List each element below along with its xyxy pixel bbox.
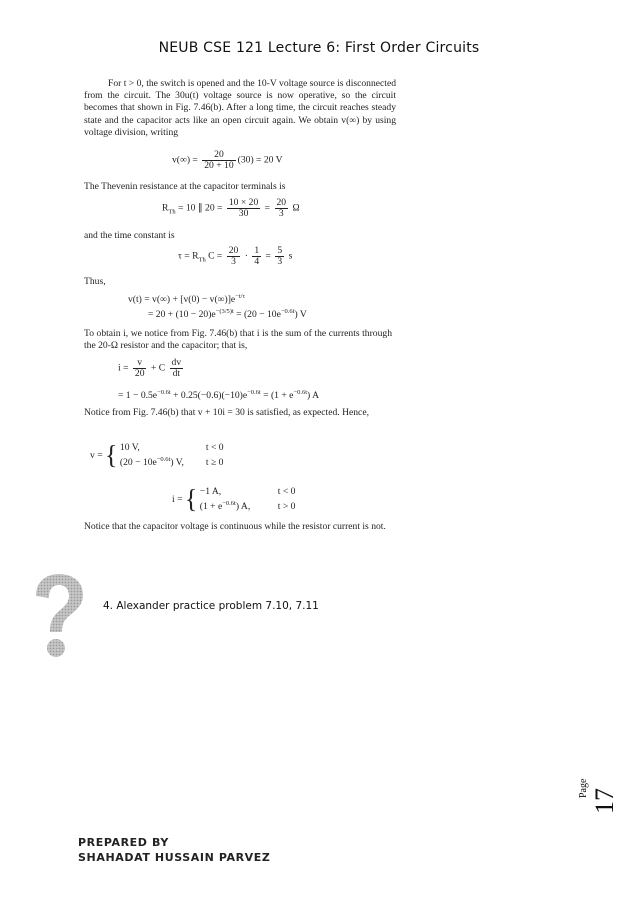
prepared-by-label: PREPARED BY bbox=[78, 836, 169, 849]
question-mark-icon bbox=[28, 572, 88, 664]
denominator: 3 bbox=[277, 256, 283, 267]
eq-text: v(t) = v(∞) + [v(0) − v(∞)]e bbox=[128, 294, 236, 306]
subscript: Th bbox=[168, 208, 176, 216]
piecewise-cases bbox=[120, 442, 224, 469]
superscript: −0.6t bbox=[156, 456, 171, 463]
numerator: v bbox=[137, 357, 143, 368]
case-condition: t < 0 bbox=[277, 486, 296, 497]
eq-text: (20 − 10e bbox=[119, 457, 157, 469]
superscript: −0.6t bbox=[157, 389, 171, 396]
eq-text: R bbox=[162, 202, 169, 214]
superscript: −0.6t bbox=[222, 500, 236, 507]
equation-thevenin-resistance bbox=[162, 198, 300, 219]
paragraph-3: and the time constant is bbox=[84, 230, 175, 241]
denominator: 4 bbox=[254, 256, 260, 267]
eq-text: ) A bbox=[307, 390, 320, 402]
eq-text: (30) = 20 V bbox=[237, 154, 283, 166]
paragraph-6: Notice from Fig. 7.46(b) that v + 10i = 30 is satisfied, as expected. Hence, bbox=[84, 407, 369, 418]
eq-text: C = bbox=[208, 250, 223, 262]
paragraph-5: To obtain i, we notice from Fig. 7.46(b) that i is the sum of the currents through the 20-Ω resistor and the capacitor; that is, bbox=[84, 328, 392, 352]
case-row bbox=[120, 454, 224, 469]
numerator: 20 bbox=[228, 245, 239, 256]
eq-text: = bbox=[264, 202, 271, 214]
paragraph-1: For t > 0, the switch is opened and the 10-V voltage source is disconnected from the circuit. The 30u(t) voltage source is now operative, so the circuit becomes that shown in Fig. 7.46(b). After a long time, the circuit reaches steady state and the capacitor acts like an open circuit again. We obtain v(∞) by using voltage division, writing bbox=[84, 78, 396, 138]
eq-text: = (1 + e bbox=[260, 390, 294, 402]
equation-current-piecewise bbox=[172, 486, 295, 513]
denominator: dt bbox=[170, 368, 184, 379]
denominator: 3 bbox=[275, 208, 289, 219]
superscript: −t/τ bbox=[235, 293, 246, 300]
left-brace-icon: { bbox=[184, 484, 198, 514]
eq-text: i = bbox=[118, 362, 129, 374]
eq-text: = 20 + (10 − 20)e bbox=[148, 309, 216, 321]
fraction bbox=[252, 246, 261, 267]
fraction bbox=[275, 198, 289, 219]
paragraph-2: The Thevenin resistance at the capacitor terminals is bbox=[84, 181, 286, 192]
numerator: dv bbox=[171, 357, 182, 368]
case-row bbox=[120, 442, 224, 454]
page-title: NEUB CSE 121 Lecture 6: First Order Circuits bbox=[158, 40, 480, 56]
eq-text: ) V, bbox=[170, 457, 184, 469]
numerator: 20 bbox=[276, 197, 287, 208]
eq-text: ) V bbox=[294, 309, 307, 321]
superscript: −0.6t bbox=[280, 308, 295, 315]
case-row bbox=[200, 486, 296, 498]
eq-text: = (20 − 10e bbox=[233, 309, 281, 321]
case-row bbox=[200, 498, 296, 513]
fraction bbox=[202, 150, 235, 171]
superscript: −(3/5)t bbox=[215, 308, 234, 315]
eq-text: s bbox=[288, 250, 293, 262]
eq-text: ) A, bbox=[235, 501, 251, 513]
eq-text: i = bbox=[172, 494, 183, 506]
eq-text: Ω bbox=[292, 202, 300, 214]
numerator: 20 bbox=[214, 149, 224, 160]
eq-text: v(∞) = bbox=[172, 154, 198, 166]
numerator: 1 bbox=[254, 245, 260, 256]
case-expr bbox=[200, 498, 278, 513]
equation-voltage-piecewise bbox=[90, 442, 224, 469]
eq-text: = 10 ∥ 20 = bbox=[178, 202, 223, 214]
case-expr: 10 V, bbox=[119, 442, 140, 453]
case-condition: t < 0 bbox=[205, 442, 224, 453]
fraction bbox=[275, 246, 284, 267]
equation-voltage-response bbox=[128, 293, 245, 305]
equation-current-sum bbox=[118, 358, 185, 379]
denominator: 20 bbox=[134, 368, 145, 379]
numerator: 5 bbox=[277, 245, 283, 256]
eq-text: = 1 − 0.5e bbox=[118, 390, 158, 402]
equation-current-result bbox=[118, 389, 319, 401]
fraction bbox=[133, 358, 147, 379]
author-name: SHAHADAT HUSSAIN PARVEZ bbox=[78, 851, 271, 864]
left-brace-icon: { bbox=[105, 440, 118, 470]
case-expr bbox=[120, 454, 206, 469]
fraction bbox=[170, 358, 184, 379]
case-condition: t ≥ 0 bbox=[205, 457, 224, 469]
eq-text: (1 + e bbox=[199, 501, 223, 513]
denominator: 30 bbox=[227, 208, 260, 219]
case-expr: −1 A, bbox=[199, 486, 222, 497]
page-number-value: 17 bbox=[590, 788, 619, 814]
eq-text: τ = R bbox=[178, 250, 199, 262]
denominator: 3 bbox=[227, 256, 241, 267]
equation-time-constant bbox=[178, 246, 292, 267]
subscript: Th bbox=[198, 256, 206, 264]
numerator: 10 × 20 bbox=[228, 197, 259, 208]
eq-text: + 0.25(−0.6)(−10)e bbox=[170, 390, 248, 402]
practice-problem: 4. Alexander practice problem 7.10, 7.11 bbox=[103, 600, 319, 612]
eq-text: + C bbox=[150, 362, 166, 374]
piecewise-cases bbox=[200, 486, 296, 513]
page-number bbox=[578, 772, 618, 832]
superscript: −0.6t bbox=[247, 389, 261, 396]
scanned-textbook-excerpt bbox=[84, 78, 396, 139]
eq-text: · bbox=[244, 250, 248, 262]
eq-text: = bbox=[265, 250, 271, 262]
paragraph-7: Notice that the capacitor voltage is continuous while the resistor current is not. bbox=[84, 521, 386, 532]
fraction bbox=[227, 246, 241, 267]
author-footer bbox=[78, 835, 270, 865]
equation-voltage-response-line-2 bbox=[148, 308, 307, 320]
page-label: Page bbox=[578, 778, 589, 798]
denominator: 20 + 10 bbox=[204, 160, 234, 171]
equation-voltage-division bbox=[172, 150, 283, 171]
paragraph-4: Thus, bbox=[84, 276, 106, 287]
fraction bbox=[227, 198, 260, 219]
eq-text: v = bbox=[90, 450, 103, 462]
superscript: −0.6t bbox=[293, 389, 308, 396]
case-condition: t > 0 bbox=[277, 501, 296, 513]
